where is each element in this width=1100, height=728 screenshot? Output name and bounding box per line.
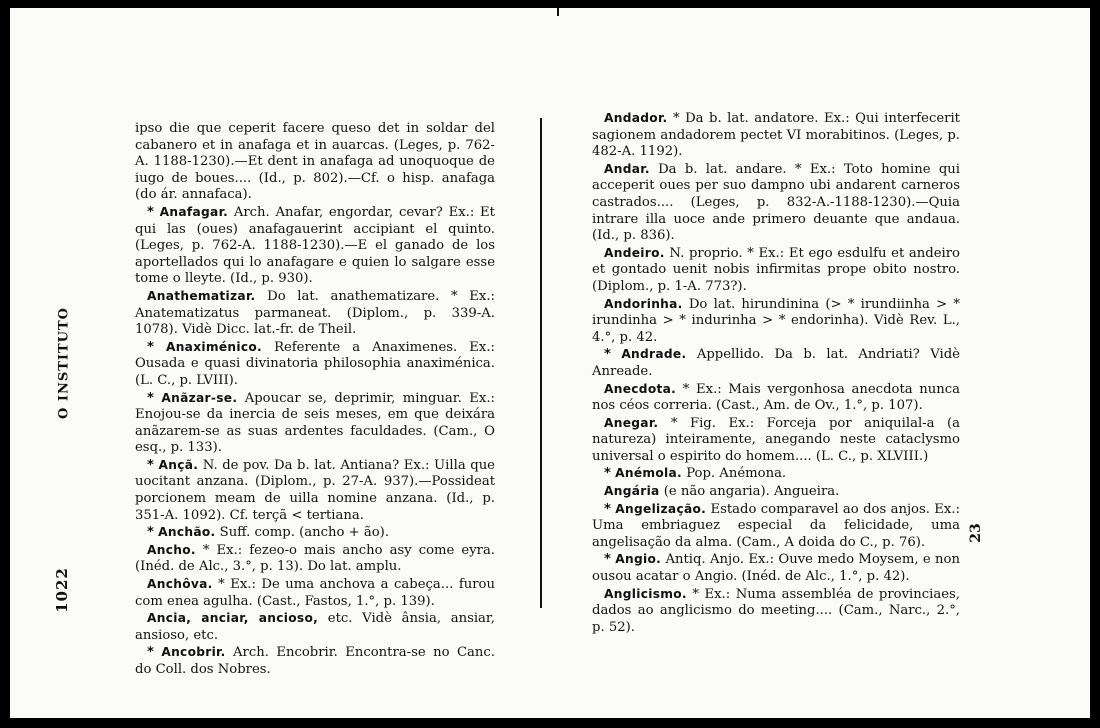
dictionary-entry: Andar. Da b. lat. andare. * Ex.: Toto homine qui acceperit oues per suo dampno ubi andarent carneros castrados.... (Leges, p. 832-A.-1188-1230).—Quia intrare illa uoce ande primero deuante que andaua. (Id., p. 836). (592, 161, 960, 244)
left-column (135, 120, 495, 679)
dictionary-entry: Anecdota. * Ex.: Mais vergonhosa anecdota nunca nos céos correria. (Cast., Am. de Ov., 1.°, p. 107). (592, 381, 960, 414)
dictionary-entry: Andorinha. Do lat. hirundinina (> * irundiinha > * irundinha > * indurinha > * endorinha). Vidè Rev. L., 4.°, p. 42. (592, 296, 960, 345)
dictionary-entry: * Andrade. Appellido. Da b. lat. Andriati? Vidè Anreade. (592, 347, 960, 379)
scan-mark (557, 8, 559, 16)
dictionary-entry: Anchôva. * Ex.: De uma anchova a cabeça... furou com enea agulha. (Cast., Fastos, 1.°, p. 139). (135, 577, 495, 609)
column-divider (540, 118, 542, 608)
dictionary-entry: * Anafagar. Arch. Anafar, engordar, cevar? Ex.: Et qui las (oues) anafagauerint accipiant el quinto. (Leges, p. 762-A. 1188-1230).—E el ganado de los aportellados qui lo anafagare e quien lo salgare esse tome o lleyte. (Id., p. 930). (135, 204, 495, 287)
scanned-page (10, 8, 1090, 718)
dictionary-entry: Andeiro. N. proprio. * Ex.: Et ego esdulfu et andeiro et gontado uenit nobis infirmitas prope obito nostro. (Diplom., p. 1-A. 773?). (592, 245, 960, 294)
dictionary-entry: * Anémola. Pop. Anémona. (604, 466, 787, 482)
dictionary-entry: Anathematizar. Do lat. anathematizare. * Ex.: Anatematizatus parmaneat. (Diplom., p. 339-A. 1078). Vidè Dicc. lat.-fr. de Theil. (135, 288, 495, 338)
dictionary-entry: Anegar. * Fig. Ex.: Forceja por aniquilal-a (a natureza) inteiramente, anegando neste cataclysmo universal o espirito do homem.... (L. C., p. XLVIII.) (592, 415, 960, 464)
dictionary-entry: Andador. * Da b. lat. andatore. Ex.: Qui interfecerit sagionem andadorem pectet VI morabitinos. (Leges, p. 482-A. 1192). (592, 111, 960, 160)
dictionary-entry: ipso die que ceperit facere queso det in soldar del cabanero et in anafaga et in auarcas. (Leges, p. 762-A. 1188-1230).—Et dent in anafaga ad unoquoque de iugo de boues.... (Id., p. 802).—Cf. o hisp. anafaga (do ár. annafaca). (135, 121, 495, 203)
dictionary-entry: * Angelização. Estado comparavel ao dos anjos. Ex.: Uma embriaguez especial da felicidade, uma angelisação da alma. (Cam., A doida do C., p. 76). (592, 501, 960, 550)
dictionary-entry: * Angio. Antiq. Anjo. Ex.: Ouve medo Moysem, e non ousou acatar o Angio. (Inéd. de Alc., 1.°, p. 42). (592, 552, 960, 585)
dictionary-entry: * Ançã. N. de pov. Da b. lat. Antiana? Ex.: Uilla que uocitant anzana. (Diplom., p. 27-A. 937).—Possideat porcionem meam de uilla nomine anzana. (Id., p. 351-A. 1092). Cf. terçã < tertiana. (135, 457, 495, 523)
dictionary-entry: * Anchão. Suff. comp. (ancho + ão). (147, 525, 390, 541)
dictionary-entry: * Anaximénico. Referente a Anaximenes. Ex.: Ousada e quasi divinatoria philosophia anaximénica. (L. C., p. LVIII). (135, 339, 495, 388)
dictionary-entry: Anglicismo. * Ex.: Numa assembléa de provinciaes, dados ao anglicismo do meeting.... (Cam., Narc., 2.°, p. 52). (592, 586, 960, 635)
right-column (592, 110, 960, 636)
dictionary-entry: Ancho. * Ex.: fezeo-o mais ancho asy come eyra. (Inéd. de Alc., 3.°, p. 13). Do lat. amplu. (135, 542, 496, 575)
signature-mark: 23 (968, 523, 984, 543)
dictionary-entry: * Ancobrir. Arch. Encobrir. Encontra-se no Canc. do Coll. dos Nobres. (135, 645, 495, 677)
dictionary-entry: Angária (e não angaria). Angueira. (604, 484, 840, 500)
page-number: 1022 (53, 567, 71, 613)
dictionary-entry: Ancia, anciar, ancioso, etc. Vidè ânsia, ansiar, ansioso, etc. (135, 611, 495, 643)
running-title: O INSTITUTO (56, 307, 72, 419)
dictionary-entry: * Anãzar-se. Apoucar se, deprimir, minguar. Ex.: Enojou-se da inercia de seis meses, em que deixára anãzarem-se as suas ardentes faculdades. (Cam., O esq., p. 133). (135, 390, 495, 456)
